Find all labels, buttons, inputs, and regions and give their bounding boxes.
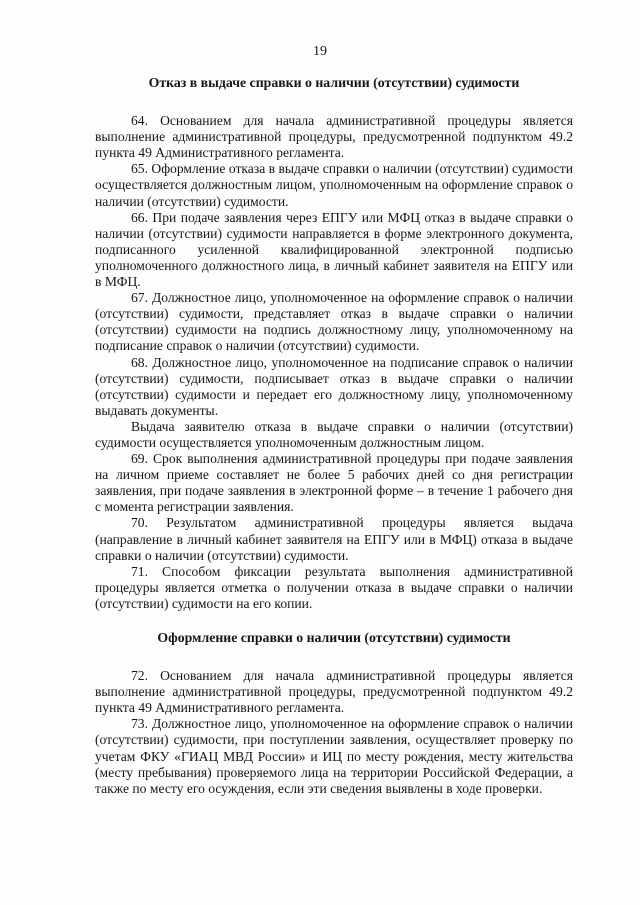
paragraph-64: 64. Основанием для начала административной процедуры является выполнение административной процедуры, предусмотренной подпунктом 49.2 пункта 49 Административного регламента.: [95, 113, 573, 161]
paragraph-issuance: Выдача заявителю отказа в выдаче справки о наличии (отсутствии) судимости осуществляется уполномоченным должностным лицом.: [95, 418, 573, 450]
paragraph-67: 67. Должностное лицо, уполномоченное на оформление справок о наличии (отсутствии) судимости, представляет отказ в выдаче справки о наличии (отсутствии) судимости на подпись должностному лицу, уполномоченному на подписание справок о наличии (отсутствии) судимости.: [95, 290, 573, 354]
paragraph-68: 68. Должностное лицо, уполномоченное на подписание справок о наличии (отсутствии) судимости, подписывает отказ в выдаче справки о наличии (отсутствии) судимости и передает его должностному лицу, уполномоченному выдавать документы.: [95, 354, 573, 418]
page-number: 19: [313, 44, 327, 59]
paragraph-73: 73. Должностное лицо, уполномоченное на оформление справок о наличии (отсутствии) судимости, при поступлении заявления, осуществляет проверку по учетам ФКУ «ГИАЦ МВД России» и ИЦ по месту рождения, месту жительства (месту пребывания) проверяемого лица на территории Российской Федерации, а также по месту его осуждения, если эти сведения выявлены в ходе проверки.: [95, 716, 573, 796]
paragraph-65: 65. Оформление отказа в выдаче справки о наличии (отсутствии) судимости осуществляется должностным лицом, уполномоченным на оформление справок о наличии (отсутствии) судимости.: [95, 161, 573, 209]
paragraph-71: 71. Способом фиксации результата выполнения административной процедуры является отметка о получении отказа в выдаче справки о наличии (отсутствии) судимости на его копии.: [95, 563, 573, 611]
paragraph-72: 72. Основанием для начала административной процедуры является выполнение административной процедуры, предусмотренной подпунктом 49.2 пункта 49 Административного регламента.: [95, 668, 573, 716]
section-heading-refusal: Отказ в выдаче справки о наличии (отсутствии) судимости: [148, 75, 520, 90]
section-heading-certificate: Оформление справки о наличии (отсутствии) судимости: [157, 630, 511, 645]
paragraph-66: 66. При подаче заявления через ЕПГУ или МФЦ отказ в выдаче справки о наличии (отсутствии) судимости направляется в форме электронного документа, подписанного усиленной квалифицированной электронной подписью уполномоченного должностного лица, в личный кабинет заявителя на ЕПГУ или в МФЦ.: [95, 209, 573, 290]
text-column: [95, 75, 573, 797]
paragraph-70: 70. Результатом административной процедуры является выдача (направление в личный кабинет заявителя на ЕПГУ или в МФЦ) отказа в выдаче справки о наличии (отсутствии) судимости.: [95, 515, 573, 563]
paragraph-69: 69. Срок выполнения административной процедуры при подаче заявления на личном приеме составляет не более 5 рабочих дней со дня регистрации заявления, при подаче заявления в электронной форме – в течение 1 рабочего дня с момента регистрации заявления.: [95, 451, 573, 515]
